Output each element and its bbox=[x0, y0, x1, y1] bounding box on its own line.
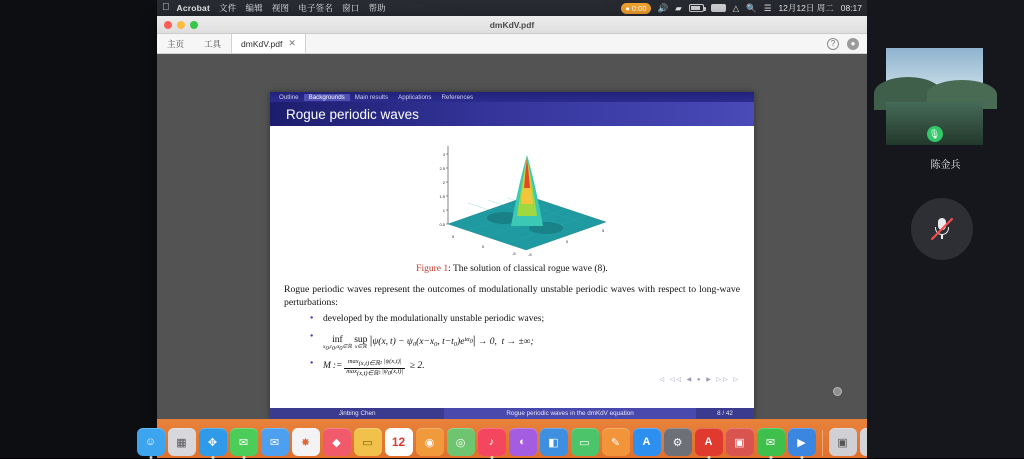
dock-app-keynote[interactable]: ◧ bbox=[540, 428, 568, 456]
svg-text:0.5: 0.5 bbox=[439, 222, 445, 227]
mouse-cursor bbox=[833, 387, 842, 396]
svg-text:0: 0 bbox=[566, 239, 569, 244]
window-title: dmKdV.pdf bbox=[489, 19, 535, 30]
dock-app-notes[interactable]: ▭ bbox=[354, 428, 382, 456]
svg-text:3: 3 bbox=[442, 152, 445, 157]
acrobat-tabbar bbox=[157, 34, 867, 54]
tab-tools[interactable]: 工具 bbox=[204, 38, 222, 49]
volume-icon[interactable]: 🔊 bbox=[657, 2, 669, 13]
pdf-page bbox=[270, 92, 754, 419]
dock-app-facetime[interactable]: ◆ bbox=[323, 428, 351, 456]
mic-muted-icon[interactable] bbox=[911, 198, 973, 260]
svg-text:2.5: 2.5 bbox=[439, 166, 445, 171]
bullet-item-1: ● developed by the modulationally unstable periodic waves; bbox=[310, 314, 740, 326]
dock-app-calendar[interactable]: 12 bbox=[385, 428, 413, 456]
slide-nav-outline[interactable]: Outline bbox=[279, 93, 299, 101]
slide-title: Rogue periodic waves bbox=[286, 106, 419, 122]
dock-separator bbox=[822, 430, 823, 456]
plot-svg bbox=[416, 138, 636, 260]
slide-footer-page: 8 / 42 bbox=[696, 408, 754, 419]
menu-app-name[interactable]: Acrobat bbox=[169, 3, 203, 13]
dock-app-wechat[interactable]: ✉ bbox=[757, 428, 785, 456]
menu-item-edit[interactable]: 编辑 bbox=[237, 3, 256, 13]
shared-screen-region bbox=[144, 0, 867, 458]
slide-bullet-list bbox=[310, 314, 740, 377]
record-time: 0:00 bbox=[631, 3, 647, 13]
dock-app-podcasts[interactable]: ◐ bbox=[509, 428, 537, 456]
menu-item-view[interactable]: 视图 bbox=[264, 3, 282, 13]
svg-text:0: 0 bbox=[482, 244, 485, 249]
dock-app-maps[interactable]: ◎ bbox=[447, 428, 475, 456]
slide-navigation-icons[interactable]: ◁ ◁◁ ◀ ● ▶ ▷▷ ▷ bbox=[659, 377, 740, 383]
slide-footer bbox=[270, 408, 754, 419]
tab-home[interactable]: 主页 bbox=[167, 38, 185, 49]
svg-text:5: 5 bbox=[602, 228, 605, 233]
menu-item-window[interactable]: 窗口 bbox=[334, 3, 352, 13]
dock-app-system-settings[interactable]: ⚙ bbox=[664, 428, 692, 456]
menu-time[interactable]: 08:17 bbox=[840, 3, 862, 13]
apple-icon[interactable] bbox=[162, 3, 170, 13]
minimize-window-button[interactable] bbox=[177, 21, 185, 29]
dock-app-acrobat[interactable]: A bbox=[695, 428, 723, 456]
menu-item-esign[interactable]: 电子签名 bbox=[290, 3, 326, 13]
svg-text:1: 1 bbox=[442, 208, 445, 213]
dock-app-app-store[interactable]: A bbox=[633, 428, 661, 456]
participant-name: 陈金兵 bbox=[930, 160, 961, 171]
dock-app-finder[interactable]: ☺ bbox=[137, 428, 165, 456]
dock-items bbox=[137, 428, 888, 456]
svg-text:-5: -5 bbox=[512, 251, 516, 256]
record-dot-icon: ● bbox=[625, 3, 630, 13]
dock-app-numbers[interactable]: ▭ bbox=[571, 428, 599, 456]
figure-area bbox=[284, 130, 740, 260]
svg-text:-5: -5 bbox=[528, 252, 532, 257]
dock-app-reminders[interactable]: ◉ bbox=[416, 428, 444, 456]
dock-app-music[interactable]: ♪ bbox=[478, 428, 506, 456]
slide-footer-title: Rogue periodic waves in the dmKdV equation bbox=[444, 408, 696, 419]
svg-text:1.5: 1.5 bbox=[439, 194, 445, 199]
wifi-icon[interactable]: △ bbox=[732, 2, 740, 13]
rogue-wave-3d-plot bbox=[416, 138, 636, 260]
dock-app-safari[interactable]: ✥ bbox=[199, 428, 227, 456]
screen-record-pill[interactable] bbox=[621, 3, 650, 14]
help-icon[interactable]: ? bbox=[827, 38, 839, 50]
search-icon[interactable]: 🔍 bbox=[746, 2, 757, 13]
tabbar-right-controls bbox=[827, 34, 859, 53]
dock-app-pages[interactable]: ✎ bbox=[602, 428, 630, 456]
dock-app-messages[interactable]: ✉ bbox=[230, 428, 258, 456]
svg-text:2: 2 bbox=[442, 180, 445, 185]
avatar[interactable] bbox=[886, 48, 983, 145]
window-titlebar bbox=[157, 16, 867, 34]
dock-app-preview[interactable]: ▣ bbox=[726, 428, 754, 456]
left-gutter bbox=[0, 0, 157, 458]
window-controls[interactable] bbox=[164, 21, 198, 29]
mac-menu-bar[interactable] bbox=[157, 0, 867, 16]
menu-date[interactable]: 12月12日 周二 bbox=[778, 3, 834, 13]
participant-panel bbox=[867, 0, 1024, 458]
slide-body bbox=[270, 126, 754, 396]
pdf-viewer[interactable] bbox=[157, 54, 867, 419]
mac-dock[interactable] bbox=[144, 419, 867, 458]
slide-title-bar bbox=[270, 102, 754, 126]
slide-nav-applications[interactable]: Applications bbox=[398, 93, 432, 101]
figure-caption-text: : The solution of classical rogue wave (8). bbox=[448, 264, 608, 274]
slide-nav-main-results[interactable]: Main results bbox=[354, 93, 389, 101]
document-tab[interactable] bbox=[231, 34, 306, 53]
bullet-item-3 bbox=[310, 359, 740, 378]
slide-paragraph: Rogue periodic waves represent the outcomes of modulationally unstable periodic waves with respect to long-wave perturbations: bbox=[284, 284, 740, 309]
menu-item-file[interactable]: 文件 bbox=[211, 3, 229, 13]
zoom-window-button[interactable] bbox=[190, 21, 198, 29]
dock-app-downloads[interactable]: ▣ bbox=[829, 428, 857, 456]
acrobat-window bbox=[157, 16, 867, 419]
slide-section-nav[interactable] bbox=[270, 92, 754, 102]
dock-app-mail[interactable]: ✉ bbox=[261, 428, 289, 456]
close-window-button[interactable] bbox=[164, 21, 172, 29]
screen-share-icon[interactable]: ▰ bbox=[675, 2, 682, 13]
figure-caption bbox=[284, 264, 740, 274]
figure-caption-label: Figure 1 bbox=[416, 264, 449, 274]
close-icon[interactable]: ✕ bbox=[288, 38, 296, 48]
account-icon[interactable]: ● bbox=[847, 38, 859, 50]
slide-footer-author: Jinbing Chen bbox=[270, 408, 444, 419]
dock-app-launchpad[interactable]: ▦ bbox=[168, 428, 196, 456]
document-tab-label: dmKdV.pdf bbox=[241, 38, 283, 49]
bullet-item-2 bbox=[310, 332, 740, 353]
svg-text:5: 5 bbox=[452, 234, 455, 239]
dock-app-meeting[interactable]: ▶ bbox=[788, 428, 816, 456]
slide-nav-backgrounds[interactable]: Backgrounds bbox=[304, 94, 350, 101]
control-center-icon[interactable]: ☰ bbox=[763, 2, 772, 13]
slide-nav-references[interactable]: References bbox=[441, 93, 474, 101]
battery-full-icon[interactable] bbox=[711, 4, 726, 12]
bullet-2-formula: ● inf x0,t0,α0∈ℝ sup x∈ℝ |ψ(x, $t) - \psi_0(x-x_0$, $t-t_0)e^{i\alpha 0}| \to 0$, t → ±∞; bbox=[323, 332, 534, 353]
battery-icon[interactable] bbox=[689, 4, 704, 12]
mic-on-icon: 🎙 bbox=[927, 126, 943, 142]
dock-app-photos[interactable]: ✸ bbox=[292, 428, 320, 456]
menu-item-help[interactable]: 帮助 bbox=[360, 3, 379, 13]
bullet-3-formula: M := $\frac{\text{max(x,t)∈ℝ² |ψ(x,t)|}}{\text{max(x,t)∈ℝ² |ψ0(x,t)|}}$ ≥ 2. bbox=[323, 357, 425, 377]
